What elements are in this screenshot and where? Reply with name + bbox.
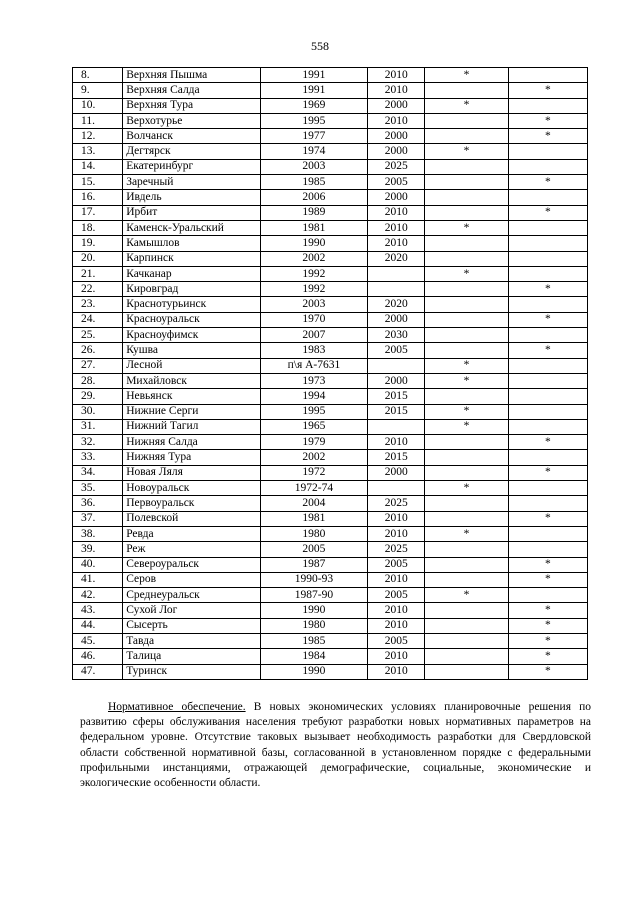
- target-year: 2010: [368, 68, 425, 83]
- table-row: [73, 358, 588, 373]
- target-year: 2005: [368, 557, 425, 572]
- mark-column-2: [508, 68, 587, 83]
- mark-column-1: [425, 618, 508, 633]
- target-year: 2010: [368, 511, 425, 526]
- plan-year: 1979: [260, 435, 367, 450]
- mark-column-2: *: [508, 113, 587, 128]
- paragraph-body: В новых экономических условиях планировочные решения по развитию сферы обслуживания населения требуют разработки новых нормативных параметров на федеральном уровне. Отсутствие таковых вызывает необходимость разработки для Свердловской области собственной нормативной базы, согласованной в установленном порядке с федеральными профильными инстанциями, отражающей демографические, социальные, экономические и экологические особенности области.: [80, 701, 591, 790]
- table-row: [73, 83, 588, 98]
- plan-year: 1994: [260, 389, 367, 404]
- plan-year: 2007: [260, 328, 367, 343]
- plan-year: 1992: [260, 266, 367, 281]
- table-row: [73, 511, 588, 526]
- town-name: Ивдель: [123, 190, 261, 205]
- mark-column-2: [508, 159, 587, 174]
- mark-column-1: [425, 251, 508, 266]
- mark-column-1: *: [425, 404, 508, 419]
- town-name: Нижняя Салда: [123, 435, 261, 450]
- town-name: Заречный: [123, 175, 261, 190]
- plan-year: 1981: [260, 220, 367, 235]
- towns-table: [72, 67, 588, 680]
- row-number: 36.: [73, 496, 123, 511]
- mark-column-2: [508, 144, 587, 159]
- mark-column-2: *: [508, 435, 587, 450]
- mark-column-2: *: [508, 312, 587, 327]
- mark-column-2: [508, 190, 587, 205]
- town-name: Талица: [123, 649, 261, 664]
- target-year: 2015: [368, 389, 425, 404]
- target-year: 2010: [368, 603, 425, 618]
- town-name: Кушва: [123, 343, 261, 358]
- mark-column-1: *: [425, 220, 508, 235]
- table-row: [73, 542, 588, 557]
- row-number: 40.: [73, 557, 123, 572]
- target-year: [368, 358, 425, 373]
- plan-year: 2005: [260, 542, 367, 557]
- mark-column-1: [425, 496, 508, 511]
- row-number: 21.: [73, 266, 123, 281]
- mark-column-1: [425, 511, 508, 526]
- town-name: Новая Ляля: [123, 465, 261, 480]
- plan-year: 1985: [260, 175, 367, 190]
- target-year: 2020: [368, 251, 425, 266]
- plan-year: 1969: [260, 98, 367, 113]
- mark-column-2: *: [508, 557, 587, 572]
- plan-year: 1989: [260, 205, 367, 220]
- mark-column-1: *: [425, 98, 508, 113]
- plan-year: 2003: [260, 297, 367, 312]
- mark-column-1: *: [425, 419, 508, 434]
- row-number: 14.: [73, 159, 123, 174]
- mark-column-2: *: [508, 633, 587, 648]
- row-number: 15.: [73, 175, 123, 190]
- row-number: 39.: [73, 542, 123, 557]
- target-year: 2010: [368, 113, 425, 128]
- plan-year: 1990-93: [260, 572, 367, 587]
- row-number: 29.: [73, 389, 123, 404]
- target-year: [368, 282, 425, 297]
- row-number: 17.: [73, 205, 123, 220]
- mark-column-2: [508, 526, 587, 541]
- plan-year: 1990: [260, 603, 367, 618]
- target-year: [368, 481, 425, 496]
- town-name: Ревда: [123, 526, 261, 541]
- row-number: 25.: [73, 328, 123, 343]
- mark-column-2: [508, 588, 587, 603]
- table-row: [73, 129, 588, 144]
- row-number: 9.: [73, 83, 123, 98]
- target-year: 2010: [368, 649, 425, 664]
- plan-year: 1974: [260, 144, 367, 159]
- plan-year: 1980: [260, 618, 367, 633]
- table-row: [73, 175, 588, 190]
- target-year: 2010: [368, 664, 425, 679]
- towns-table-body: [73, 68, 588, 680]
- plan-year: 2003: [260, 159, 367, 174]
- town-name: Верхняя Пышма: [123, 68, 261, 83]
- row-number: 20.: [73, 251, 123, 266]
- row-number: 22.: [73, 282, 123, 297]
- mark-column-1: [425, 297, 508, 312]
- town-name: Сысерть: [123, 618, 261, 633]
- mark-column-1: [425, 175, 508, 190]
- row-number: 46.: [73, 649, 123, 664]
- paragraph-lead: Нормативное обеспечение.: [108, 701, 246, 713]
- table-row: [73, 220, 588, 235]
- row-number: 11.: [73, 113, 123, 128]
- target-year: [368, 419, 425, 434]
- town-name: Первоуральск: [123, 496, 261, 511]
- mark-column-1: [425, 205, 508, 220]
- mark-column-2: *: [508, 649, 587, 664]
- town-name: Дегтярск: [123, 144, 261, 159]
- town-name: Тавда: [123, 633, 261, 648]
- mark-column-1: [425, 649, 508, 664]
- row-number: 27.: [73, 358, 123, 373]
- row-number: 43.: [73, 603, 123, 618]
- plan-year: 2004: [260, 496, 367, 511]
- town-name: Волчанск: [123, 129, 261, 144]
- mark-column-1: [425, 633, 508, 648]
- row-number: 24.: [73, 312, 123, 327]
- town-name: Нижний Тагил: [123, 419, 261, 434]
- plan-year: 1984: [260, 649, 367, 664]
- town-name: Верхняя Тура: [123, 98, 261, 113]
- target-year: 2015: [368, 404, 425, 419]
- mark-column-2: [508, 404, 587, 419]
- target-year: 2010: [368, 435, 425, 450]
- table-row: [73, 190, 588, 205]
- plan-year: 2002: [260, 251, 367, 266]
- town-name: Новоуральск: [123, 481, 261, 496]
- target-year: 2000: [368, 144, 425, 159]
- row-number: 37.: [73, 511, 123, 526]
- row-number: 19.: [73, 236, 123, 251]
- page-number: 558: [311, 39, 329, 53]
- mark-column-2: *: [508, 343, 587, 358]
- plan-year: 1991: [260, 83, 367, 98]
- mark-column-1: [425, 450, 508, 465]
- mark-column-1: [425, 664, 508, 679]
- row-number: 35.: [73, 481, 123, 496]
- row-number: 26.: [73, 343, 123, 358]
- plan-year: 1990: [260, 664, 367, 679]
- mark-column-1: [425, 572, 508, 587]
- mark-column-2: *: [508, 465, 587, 480]
- table-row: [73, 588, 588, 603]
- town-name: Североуральск: [123, 557, 261, 572]
- row-number: 31.: [73, 419, 123, 434]
- town-name: Красноуральск: [123, 312, 261, 327]
- table-row: [73, 113, 588, 128]
- town-name: Карпинск: [123, 251, 261, 266]
- mark-column-2: *: [508, 511, 587, 526]
- plan-year: 1983: [260, 343, 367, 358]
- row-number: 18.: [73, 220, 123, 235]
- mark-column-1: [425, 328, 508, 343]
- mark-column-1: [425, 190, 508, 205]
- mark-column-1: [425, 159, 508, 174]
- row-number: 23.: [73, 297, 123, 312]
- town-name: Верхотурье: [123, 113, 261, 128]
- mark-column-1: *: [425, 481, 508, 496]
- town-name: Кировград: [123, 282, 261, 297]
- town-name: Среднеуральск: [123, 588, 261, 603]
- plan-year: 1977: [260, 129, 367, 144]
- mark-column-1: *: [425, 373, 508, 388]
- mark-column-2: *: [508, 129, 587, 144]
- target-year: 2025: [368, 496, 425, 511]
- table-row: [73, 419, 588, 434]
- mark-column-1: *: [425, 588, 508, 603]
- table-row: [73, 496, 588, 511]
- mark-column-2: [508, 419, 587, 434]
- target-year: 2000: [368, 190, 425, 205]
- mark-column-2: *: [508, 572, 587, 587]
- mark-column-2: [508, 389, 587, 404]
- town-name: Лесной: [123, 358, 261, 373]
- plan-year: 1973: [260, 373, 367, 388]
- table-row: [73, 205, 588, 220]
- plan-year: 1995: [260, 404, 367, 419]
- table-row: [73, 435, 588, 450]
- table-row: [73, 465, 588, 480]
- plan-year: 1980: [260, 526, 367, 541]
- town-name: Полевской: [123, 511, 261, 526]
- town-name: Красноуфимск: [123, 328, 261, 343]
- mark-column-2: *: [508, 282, 587, 297]
- mark-column-1: [425, 282, 508, 297]
- row-number: 13.: [73, 144, 123, 159]
- table-row: [73, 297, 588, 312]
- mark-column-1: *: [425, 144, 508, 159]
- row-number: 28.: [73, 373, 123, 388]
- plan-year: 1970: [260, 312, 367, 327]
- mark-column-1: [425, 113, 508, 128]
- target-year: 2025: [368, 542, 425, 557]
- mark-column-2: *: [508, 83, 587, 98]
- plan-year: 1972: [260, 465, 367, 480]
- target-year: 2015: [368, 450, 425, 465]
- town-name: Туринск: [123, 664, 261, 679]
- mark-column-1: [425, 603, 508, 618]
- plan-year: 2006: [260, 190, 367, 205]
- target-year: 2010: [368, 572, 425, 587]
- town-name: Реж: [123, 542, 261, 557]
- mark-column-2: [508, 496, 587, 511]
- town-name: Невьянск: [123, 389, 261, 404]
- row-number: 41.: [73, 572, 123, 587]
- town-name: Качканар: [123, 266, 261, 281]
- mark-column-2: [508, 236, 587, 251]
- plan-year: 1972-74: [260, 481, 367, 496]
- mark-column-2: *: [508, 205, 587, 220]
- plan-year: 2002: [260, 450, 367, 465]
- row-number: 10.: [73, 98, 123, 113]
- mark-column-1: [425, 343, 508, 358]
- mark-column-2: [508, 297, 587, 312]
- table-row: [73, 633, 588, 648]
- row-number: 30.: [73, 404, 123, 419]
- row-number: 12.: [73, 129, 123, 144]
- table-row: [73, 572, 588, 587]
- row-number: 42.: [73, 588, 123, 603]
- target-year: 2010: [368, 220, 425, 235]
- plan-year: п\я А-7631: [260, 358, 367, 373]
- plan-year: 1981: [260, 511, 367, 526]
- target-year: 2010: [368, 618, 425, 633]
- row-number: 33.: [73, 450, 123, 465]
- target-year: 2030: [368, 328, 425, 343]
- mark-column-2: [508, 373, 587, 388]
- table-row: [73, 618, 588, 633]
- table-row: [73, 603, 588, 618]
- target-year: 2010: [368, 83, 425, 98]
- town-name: Михайловск: [123, 373, 261, 388]
- mark-column-1: [425, 465, 508, 480]
- table-row: [73, 649, 588, 664]
- target-year: 2020: [368, 297, 425, 312]
- town-name: Нижние Серги: [123, 404, 261, 419]
- mark-column-2: [508, 358, 587, 373]
- table-row: [73, 144, 588, 159]
- table-row: [73, 404, 588, 419]
- table-row: [73, 450, 588, 465]
- target-year: 2000: [368, 373, 425, 388]
- row-number: 38.: [73, 526, 123, 541]
- row-number: 47.: [73, 664, 123, 679]
- mark-column-1: [425, 557, 508, 572]
- target-year: 2005: [368, 175, 425, 190]
- plan-year: 1985: [260, 633, 367, 648]
- target-year: 2005: [368, 588, 425, 603]
- mark-column-1: [425, 83, 508, 98]
- row-number: 16.: [73, 190, 123, 205]
- plan-year: 1987-90: [260, 588, 367, 603]
- target-year: 2000: [368, 465, 425, 480]
- plan-year: 1992: [260, 282, 367, 297]
- table-row: [73, 266, 588, 281]
- table-row: [73, 68, 588, 83]
- town-name: Екатеринбург: [123, 159, 261, 174]
- mark-column-2: [508, 542, 587, 557]
- target-year: 2000: [368, 129, 425, 144]
- table-row: [73, 328, 588, 343]
- mark-column-2: [508, 266, 587, 281]
- target-year: 2010: [368, 205, 425, 220]
- target-year: 2005: [368, 343, 425, 358]
- table-row: [73, 251, 588, 266]
- row-number: 34.: [73, 465, 123, 480]
- table-row: [73, 98, 588, 113]
- town-name: Ирбит: [123, 205, 261, 220]
- mark-column-2: *: [508, 175, 587, 190]
- table-row: [73, 526, 588, 541]
- plan-year: 1990: [260, 236, 367, 251]
- town-name: Серов: [123, 572, 261, 587]
- table-row: [73, 343, 588, 358]
- mark-column-2: *: [508, 618, 587, 633]
- mark-column-2: [508, 481, 587, 496]
- town-name: Краснотурьинск: [123, 297, 261, 312]
- town-name: Сухой Лог: [123, 603, 261, 618]
- plan-year: 1987: [260, 557, 367, 572]
- target-year: 2010: [368, 236, 425, 251]
- plan-year: 1995: [260, 113, 367, 128]
- table-row: [73, 159, 588, 174]
- target-year: 2000: [368, 98, 425, 113]
- mark-column-1: *: [425, 68, 508, 83]
- mark-column-1: *: [425, 358, 508, 373]
- row-number: 45.: [73, 633, 123, 648]
- mark-column-2: [508, 450, 587, 465]
- mark-column-1: [425, 435, 508, 450]
- town-name: Камышлов: [123, 236, 261, 251]
- plan-year: 1965: [260, 419, 367, 434]
- row-number: 8.: [73, 68, 123, 83]
- table-row: [73, 312, 588, 327]
- table-row: [73, 236, 588, 251]
- mark-column-1: [425, 312, 508, 327]
- mark-column-2: [508, 328, 587, 343]
- mark-column-2: *: [508, 664, 587, 679]
- table-row: [73, 282, 588, 297]
- town-name: Каменск-Уральский: [123, 220, 261, 235]
- mark-column-2: [508, 251, 587, 266]
- table-row: [73, 481, 588, 496]
- target-year: [368, 266, 425, 281]
- target-year: 2000: [368, 312, 425, 327]
- mark-column-2: [508, 220, 587, 235]
- mark-column-1: *: [425, 266, 508, 281]
- target-year: 2010: [368, 526, 425, 541]
- row-number: 32.: [73, 435, 123, 450]
- mark-column-1: *: [425, 526, 508, 541]
- row-number: 44.: [73, 618, 123, 633]
- mark-column-1: [425, 542, 508, 557]
- town-name: Нижняя Тура: [123, 450, 261, 465]
- mark-column-2: [508, 98, 587, 113]
- table-row: [73, 389, 588, 404]
- mark-column-1: [425, 129, 508, 144]
- target-year: 2025: [368, 159, 425, 174]
- mark-column-2: *: [508, 603, 587, 618]
- mark-column-1: [425, 389, 508, 404]
- mark-column-1: [425, 236, 508, 251]
- town-name: Верхняя Салда: [123, 83, 261, 98]
- table-row: [73, 664, 588, 679]
- table-row: [73, 557, 588, 572]
- plan-year: 1991: [260, 68, 367, 83]
- normative-paragraph: [80, 700, 591, 791]
- table-row: [73, 373, 588, 388]
- target-year: 2005: [368, 633, 425, 648]
